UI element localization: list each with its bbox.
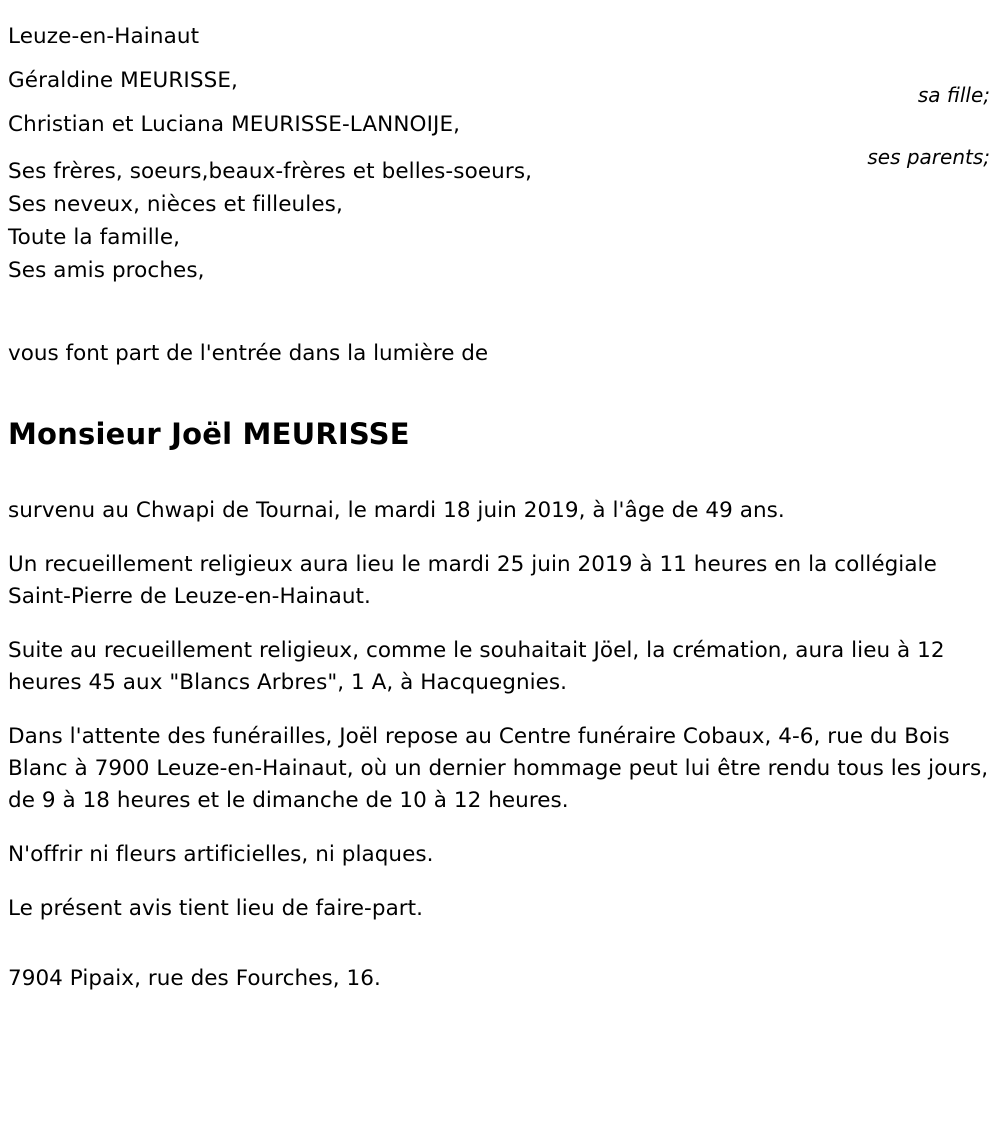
- deceased-name-heading: Monsieur Joël MEURISSE: [8, 417, 410, 451]
- announcer-relation-0: sa fille;: [917, 83, 990, 107]
- announcers-block: [0, 0, 1000, 169]
- paragraph-cremation: Suite au recueillement religieux, comme le souhaitait Jöel, la crémation, aura lieu à 12 heures 45 aux "Blancs Arbres", 1 A, à Hacquegnies.: [8, 638, 945, 695]
- family-address: 7904 Pipaix, rue des Fourches, 16.: [8, 966, 381, 991]
- paragraph-funeral-home: Dans l'attente des funérailles, Joël repose au Centre funéraire Cobaux, 4-6, rue du Bois Blanc à 7900 Leuze-en-Hainaut, où un dernier hommage peut lui être rendu tous les jours, de 9 à 18 heures et le dimanche de 10 à 12 heures.: [8, 724, 989, 813]
- family-line-0: Ses frères, soeurs,beaux-frères et belles-soeurs,: [8, 159, 533, 184]
- family-line-2: Toute la famille,: [8, 225, 181, 250]
- family-list-block: [0, 155, 1000, 287]
- announcer-relation-1: ses parents;: [867, 145, 990, 169]
- family-line-3: Ses amis proches,: [8, 258, 205, 283]
- paragraph-religious-service: Un recueillement religieux aura lieu le mardi 25 juin 2019 à 11 heures en la collégiale Saint-Pierre de Leuze-en-Hainaut.: [8, 552, 937, 609]
- body-text-block: [0, 495, 1000, 995]
- family-line-1: Ses neveux, nièces et filleules,: [8, 192, 343, 217]
- announcer-name-0: Géraldine MEURISSE,: [8, 68, 238, 93]
- lead-in-line: vous font part de l'entrée dans la lumière de: [8, 341, 489, 366]
- paragraph-notice-statement: Le présent avis tient lieu de faire-part.: [8, 896, 424, 921]
- announcer-name-1: Christian et Luciana MEURISSE-LANNOIJE,: [8, 112, 461, 137]
- paragraph-death-details: survenu au Chwapi de Tournai, le mardi 18 juin 2019, à l'âge de 49 ans.: [8, 498, 785, 523]
- locality-line: Leuze-en-Hainaut: [8, 24, 200, 49]
- paragraph-no-flowers: N'offrir ni fleurs artificielles, ni plaques.: [8, 842, 434, 867]
